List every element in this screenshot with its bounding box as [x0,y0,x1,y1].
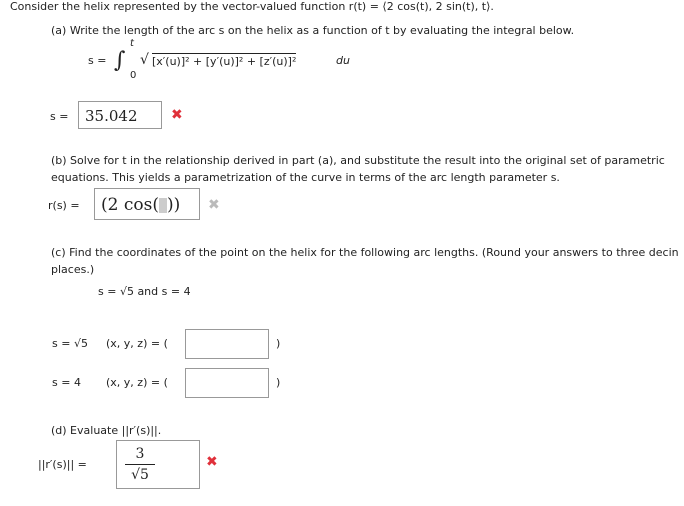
part-a-answer-label: s = [50,110,69,123]
part-a-answer-input[interactable]: 35.042 [78,101,162,129]
row-2-close: ) [276,376,281,389]
incorrect-icon: ✖ [206,454,218,470]
part-b-prompt-2: equations. This yields a parametrization of the curve in terms of the arc length parameter s. [51,171,560,184]
incorrect-gray-icon: ✖ [208,197,220,213]
row-1-input[interactable] [185,329,269,359]
part-d-answer-input[interactable] [116,440,200,489]
sqrt-icon: √ [140,52,149,68]
fraction-bar [125,464,155,465]
part-c-prompt-2: places.) [51,263,95,276]
incorrect-icon: ✖ [171,107,183,123]
part-b-answer-label: r(s) = [48,199,80,212]
row-1-coord-label: (x, y, z) = ( [106,337,168,350]
row-1-close: ) [276,337,281,350]
part-b-prompt-1: (b) Solve for t in the relationship derived in part (a), and substitute the result into the original set of parametric [51,154,665,167]
part-d-answer-label: ||r′(s)|| = [38,458,87,471]
integrand: [x′(u)]² + [y′(u)]² + [z′(u)]² [152,55,297,68]
denominator: √5 [131,467,149,483]
part-a-prompt: (a) Write the length of the arc s on the helix as a function of t by evaluating the integral below. [51,24,575,37]
intro-text: Consider the helix represented by the vector-valued function r(t) = ⟨2 cos(t), 2 sin(t), t⟩. [10,0,494,13]
empty-slot[interactable] [159,198,167,213]
numerator: 3 [135,446,145,462]
row-2-label: s = 4 [52,376,81,389]
formula-du: du [336,54,350,67]
row-2-input[interactable] [185,368,269,398]
part-c-given: s = √5 and s = 4 [98,285,191,298]
part-a-formula-lhs: s = [88,54,107,67]
integral-sign-icon: ∫ [114,48,126,73]
integral-upper: t [130,38,134,49]
row-1-label: s = √5 [52,337,88,350]
integral-lower: 0 [130,70,137,81]
part-d-prompt: (d) Evaluate ||r′(s)||. [51,424,162,437]
part-c-prompt-1: (c) Find the coordinates of the point on the helix for the following arc lengths. (Round your answers to three decin [51,246,679,259]
part-b-answer-close: )) [166,195,181,215]
part-b-answer-input[interactable] [94,188,200,220]
row-2-coord-label: (x, y, z) = ( [106,376,168,389]
part-b-answer-text: (2 cos( [101,195,159,215]
